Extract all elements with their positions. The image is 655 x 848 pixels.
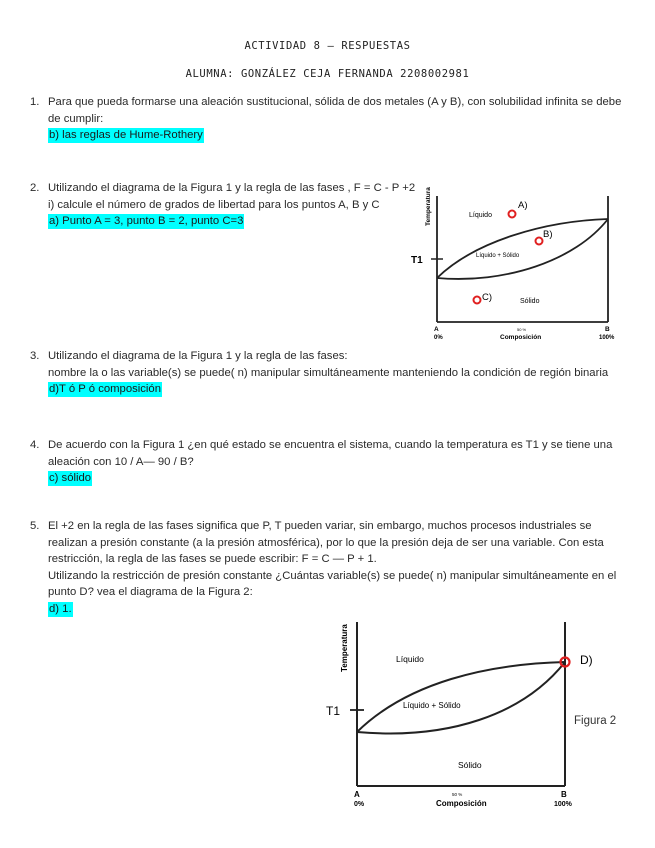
mix-region-label: Líquido + Sólido	[403, 701, 461, 710]
point-c-marker	[474, 297, 481, 304]
question-5	[30, 518, 632, 617]
x-left-label: A	[434, 326, 439, 333]
x-mid-label: 50 %	[452, 792, 463, 797]
x-left-pct: 0%	[354, 801, 365, 808]
x-right-label: B	[605, 326, 610, 333]
question-text: Utilizando el diagrama de la Figura 1 y la regla de las fases , F = C - P +2	[48, 182, 416, 194]
answer-highlight: b) las reglas de Hume-Rothery	[49, 129, 203, 141]
t1-label: T1	[326, 704, 341, 718]
document-title: ACTIVIDAD 8 — RESPUESTAS	[244, 40, 411, 52]
liquidus-curve	[437, 219, 608, 278]
question-number: 3.	[30, 350, 40, 362]
answer-highlight: a) Punto A = 3, punto B = 2, punto C=3	[49, 215, 244, 227]
point-b-label: B)	[543, 229, 553, 240]
solid-region-label: Sólido	[458, 760, 482, 770]
y-axis-label: Temperatura	[340, 624, 349, 672]
question-subtext: nombre la o las variable(s) se puede( n) manipular simultáneamente manteniendo la condición de región binaria	[48, 366, 609, 379]
liquid-region-label: Líquido	[396, 654, 424, 664]
liquid-region-label: Líquido	[469, 212, 492, 219]
answer-highlight: d) 1.	[49, 602, 72, 615]
x-right-label: B	[561, 790, 567, 799]
question-number: 2.	[30, 182, 40, 194]
question-4	[30, 437, 632, 487]
question-subtext: i) calcule el número de grados de libertad para los puntos A, B y C	[48, 198, 380, 211]
question-text: Utilizando el diagrama de la Figura 1 y la regla de las fases:	[48, 350, 348, 362]
question-text: Para que pueda formarse una aleación sustitucional, sólida de dos metales (A y B), con solubilidad infinita se debe de cumplir:	[48, 96, 622, 125]
point-d-label: D)	[580, 653, 593, 667]
figure-caption: Figura 2	[574, 715, 617, 727]
solidus-curve	[437, 219, 608, 279]
question-subtext: Utilizando la restricción de presión constante ¿Cuántas variable(s) se puede( n) manipular simultáneamente en el punto D? vea el diagrama de la Figura 2:	[48, 569, 617, 598]
student-name: ALUMNA: GONZÁLEZ CEJA FERNANDA 2208002981	[185, 68, 470, 80]
x-mid-label: 50 %	[517, 327, 527, 332]
x-right-pct: 100%	[554, 801, 572, 808]
x-left-pct: 0%	[434, 335, 443, 341]
figure-1-phase-diagram	[405, 186, 630, 348]
point-a-marker	[509, 211, 516, 218]
x-axis-title: Composición	[436, 799, 487, 808]
liquidus-curve	[357, 662, 565, 732]
mix-region-label: Líquido + Sólido	[476, 253, 520, 259]
t1-label: T1	[411, 255, 423, 266]
question-1	[30, 94, 632, 144]
point-a-label: A)	[518, 200, 528, 211]
question-text: El +2 en la regla de las fases significa que P, T pueden variar, sin embargo, muchos procesos industriales se realizan a presión constante (a la presión atmosférica), por lo que la presión deja de ser una variable. Con esta restricción, la regla de las fases se puede escribir: F = C — P + 1.	[48, 520, 604, 565]
x-axis-title: Composición	[500, 334, 542, 341]
solid-region-label: Sólido	[520, 298, 540, 305]
question-number: 5.	[30, 520, 40, 532]
answer-highlight: c) sólido	[49, 472, 92, 484]
point-b-marker	[536, 238, 543, 245]
x-right-pct: 100%	[599, 335, 615, 341]
question-number: 1.	[30, 96, 40, 108]
question-number: 4.	[30, 439, 40, 451]
y-axis-label: Temperatura	[425, 187, 432, 226]
answer-highlight: d)T ó P ó composición	[49, 383, 161, 395]
figure-2-phase-diagram	[318, 612, 640, 822]
question-text: De acuerdo con la Figura 1 ¿en qué estado se encuentra el sistema, cuando la temperatura es T1 y se tiene una aleación con 10 / A— 90 / B?	[48, 439, 613, 468]
point-c-label: C)	[482, 292, 493, 303]
x-left-label: A	[354, 790, 360, 799]
solidus-curve	[357, 662, 565, 733]
question-3	[30, 348, 632, 398]
